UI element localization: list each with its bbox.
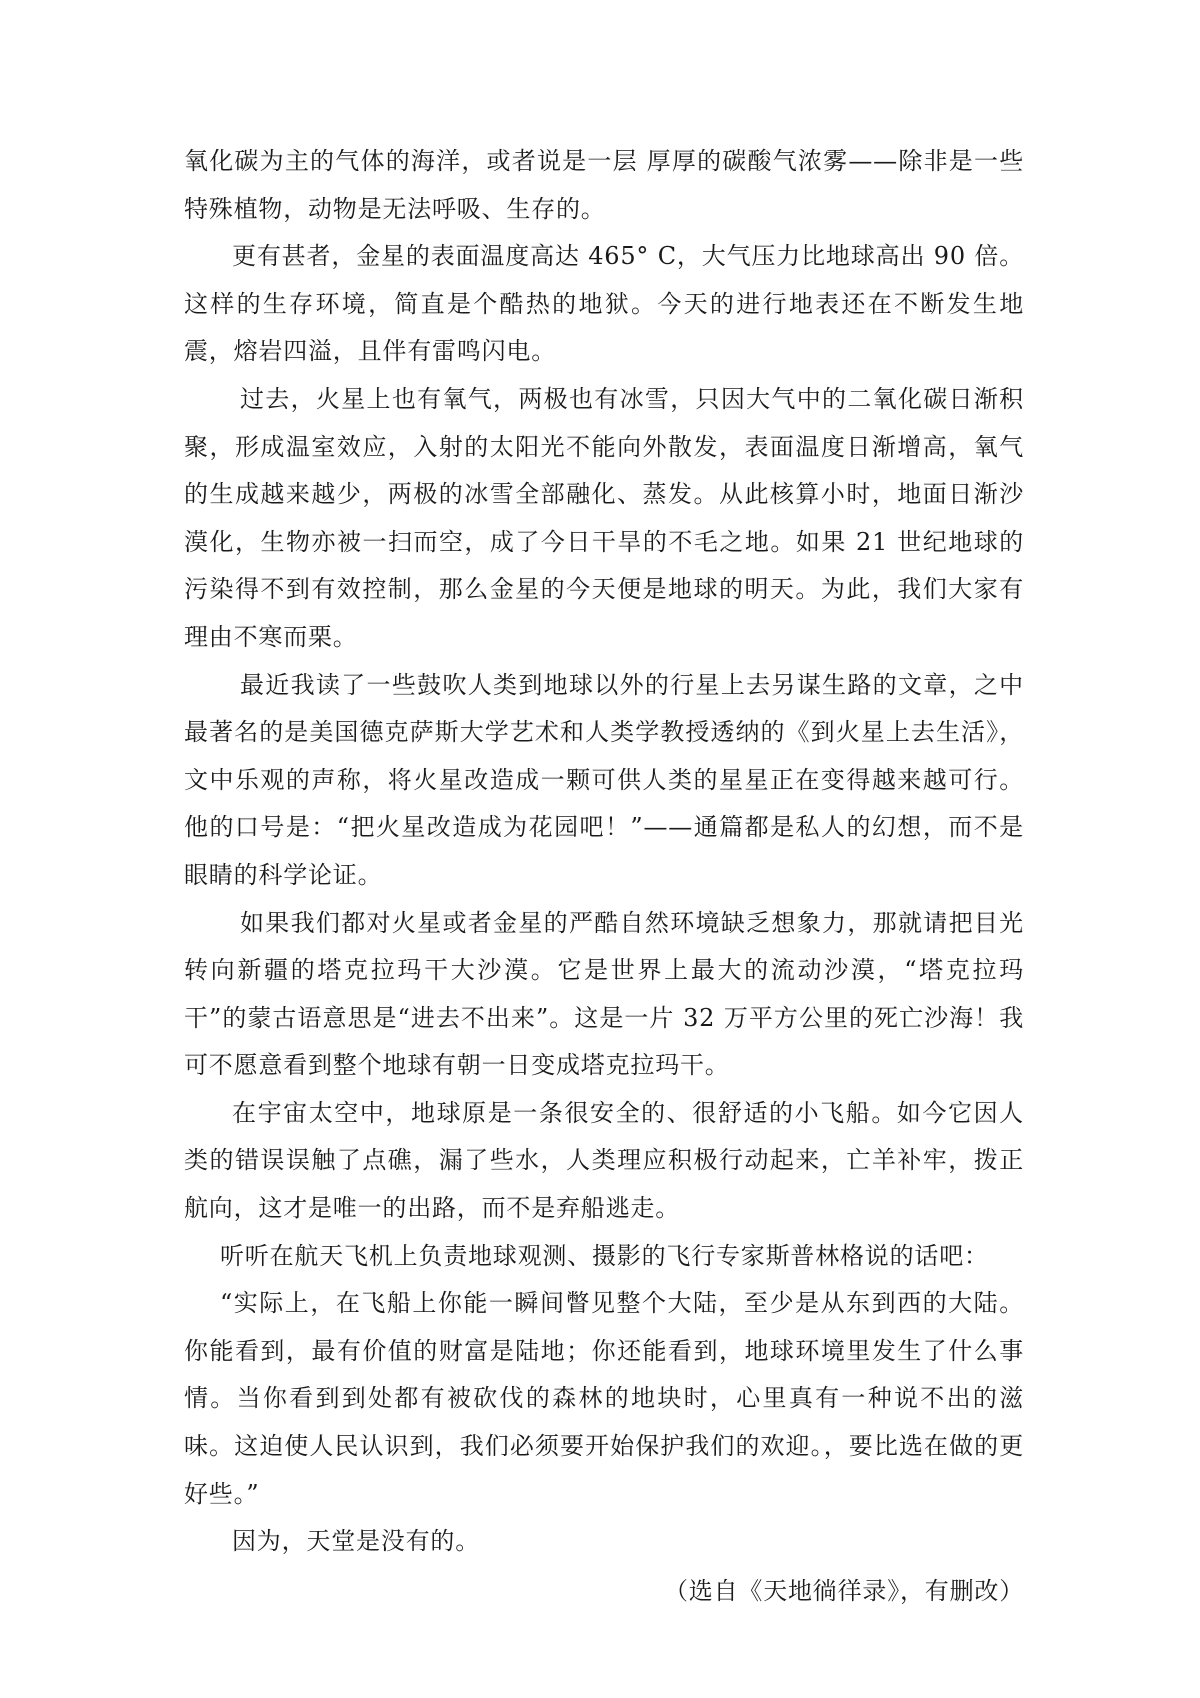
- paragraph-5: 如果我们都对火星或者金星的严酷自然环境缺乏想象力，那就请把目光转向新疆的塔克拉玛干大沙漠。它是世界上最大的流动沙漠，“塔克拉玛干”的蒙古语意思是“进去不出来”。这是一片 32 万平方公里的死亡沙海！我可不愿意看到整个地球有朝一日变成塔克拉玛干。: [184, 908, 1024, 1080]
- paragraph-4: 最近我读了一些鼓吹人类到地球以外的行星上去另谋生路的文章，之中最著名的是美国德克萨斯大学艺术和人类学教授透纳的《到火星上去生活》，文中乐观的声称，将火星改造成一颗可供人类的星星正在变得越来越可行。他的口号是：“把火星改造成为花园吧！”——通篇都是私人的幻想，而不是眼睛的科学论证。: [184, 670, 1024, 889]
- paragraph-1: 氧化碳为主的气体的海洋，或者说是一层 厚厚的碳酸气浓雾——除非是一些特殊植物，动物是无法呼吸、生存的。: [184, 147, 1024, 223]
- paragraph-7: 听听在航天飞机上负责地球观测、摄影的飞行专家斯普林格说的话吧：: [220, 1241, 989, 1270]
- document-page: [184, 138, 1024, 1615]
- paragraph-6: 在宇宙太空中，地球原是一条很安全的、很舒适的小飞船。如今它因人类的错误误触了点礁，漏了些水，人类理应积极行动起来，亡羊补牢，拨正航向，这才是唯一的出路，而不是弃船逃走。: [184, 1098, 1024, 1223]
- paragraph-9: 因为，天堂是没有的。: [232, 1527, 480, 1556]
- paragraph-2: 更有甚者，金星的表面温度高达 465° C，大气压力比地球高出 90 倍。这样的生存环境，简直是个酷热的地狱。今天的进行地表还在不断发生地震，熔岩四溢，且伴有雷鸣闪电。: [184, 242, 1024, 366]
- paragraph-3: 过去，火星上也有氧气，两极也有冰雪，只因大气中的二氧化碳日渐积聚，形成温室效应，入射的太阳光不能向外散发，表面温度日渐增高，氧气的生成越来越少，两极的冰雪全部融化、蒸发。从此核算小时，地面日渐沙漠化，生物亦被一扫而空，成了今日干旱的不毛之地。如果 21 世纪地球的污染得不到有效控制，那么金星的今天便是地球的明天。为此，我们大家有理由不寒而栗。: [184, 384, 1024, 651]
- paragraph-8: “实际上，在飞船上你能一瞬间瞥见整个大陆，至少是从东到西的大陆。你能看到，最有价值的财富是陆地；你还能看到，地球环境里发生了什么事情。当你看到到处都有被砍伐的森林的地块时，心里真有一种说不出的滋味。这迫使人民认识到，我们必须要开始保护我们的欢迎。，要比选在做的更好些。”: [184, 1289, 1024, 1508]
- source-citation: （选自《天地徜徉录》，有删改）: [664, 1576, 1024, 1605]
